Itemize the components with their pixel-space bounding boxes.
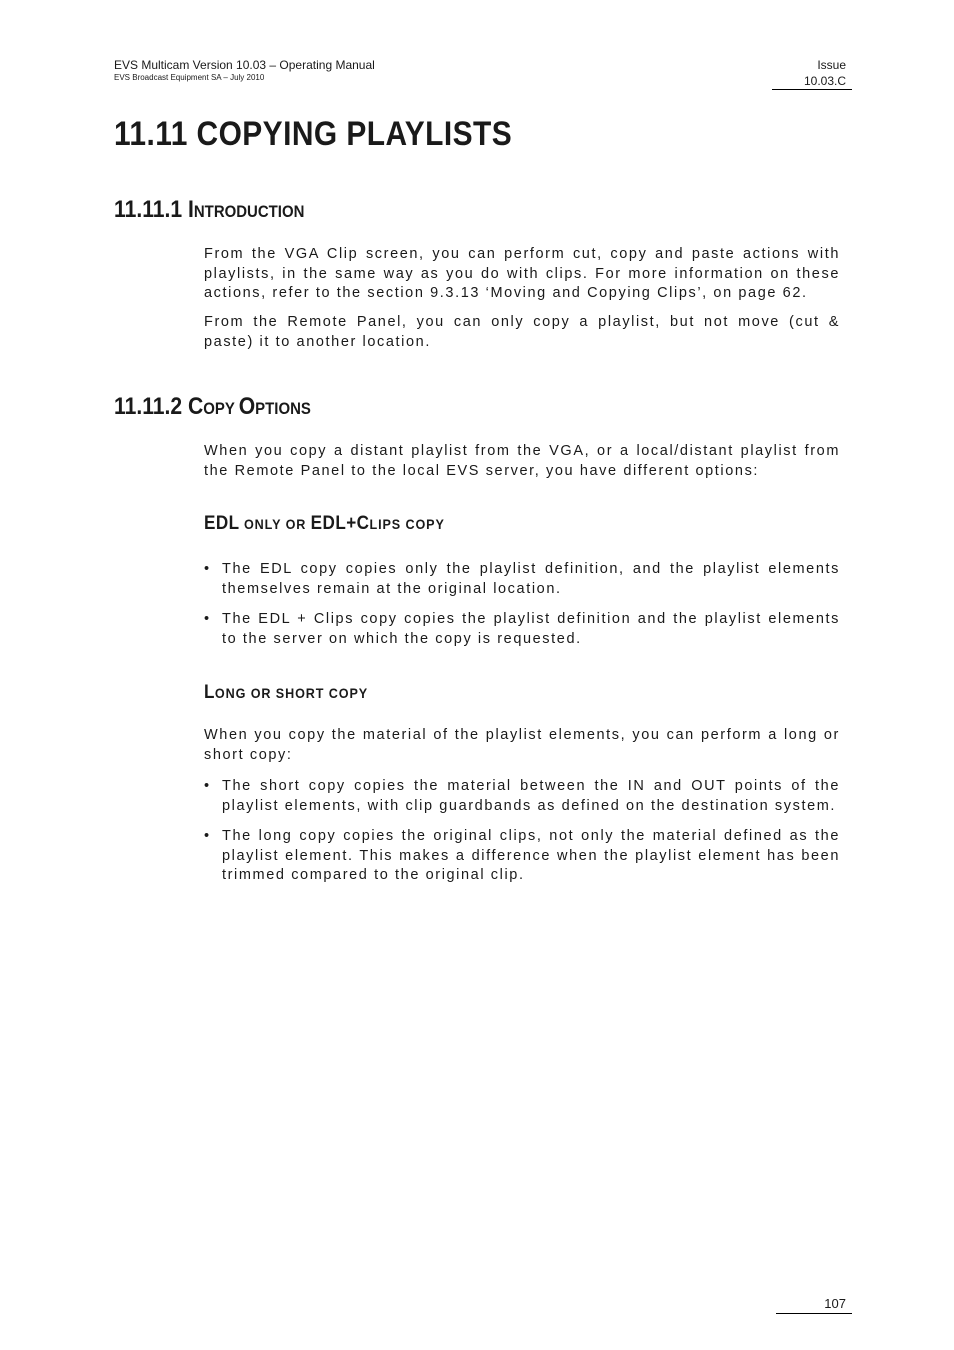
header-subtitle: EVS Broadcast Equipment SA – July 2010 — [114, 73, 265, 82]
subheading-long-short-copy — [204, 682, 368, 704]
heading-smallcaps: OPY — [203, 399, 239, 418]
issue-box — [772, 58, 852, 90]
list-item-text: The long copy copies the original clips, not only the material defined as the playlist element. This makes a difference when the playlist element has been trimmed compared to the original clip. — [222, 828, 840, 883]
heading-part: EDL+C — [310, 513, 370, 534]
heading-cap: C — [188, 393, 204, 420]
section-heading-copy-options — [114, 393, 311, 423]
intro-paragraph-2: From the Remote Panel, you can only copy a playlist, but not move (cut & paste) it to another location. — [204, 314, 840, 350]
heading-smallcaps: ONG OR SHORT COPY — [214, 685, 369, 701]
heading-cap: I — [188, 196, 194, 223]
issue-label: Issue — [817, 58, 846, 72]
page-number: 107 — [776, 1296, 852, 1314]
page-header — [114, 58, 375, 83]
list-item — [204, 777, 840, 816]
issue-value: 10.03.C — [772, 74, 852, 90]
heading-smallcaps: ONLY OR — [239, 516, 311, 532]
list-item-text: The short copy copies the material between the IN and OUT points of the playlist elements, with clip guardbands as defined on the destination system. — [222, 778, 840, 814]
list-item — [204, 827, 840, 886]
intro-paragraph-1: From the VGA Clip screen, you can perform cut, copy and paste actions with playlists, in the same way as you do with clips. For more information on these actions, refer to the section 9.3.13 ‘Moving and Copying Clips’, on page 62. — [204, 246, 840, 301]
bullet-icon: • — [204, 778, 211, 794]
header-title: EVS Multicam Version 10.03 – Operating Manual — [114, 58, 375, 72]
heading-cap: L — [204, 682, 215, 703]
heading-smallcaps: LIPS COPY — [369, 516, 445, 532]
bullet-icon: • — [204, 828, 211, 844]
list-item — [204, 610, 840, 649]
section-number: 11.11.2 — [114, 393, 189, 420]
copy-options-paragraph: When you copy a distant playlist from the VGA, or a local/distant playlist from the Remote Panel to the local EVS server, you have different options: — [204, 443, 840, 479]
section-heading-introduction — [114, 196, 304, 226]
heading-smallcaps: PTIONS — [255, 399, 311, 418]
page-footer — [776, 1296, 852, 1314]
bullet-icon: • — [204, 611, 211, 627]
bullet-icon: • — [204, 561, 211, 577]
long-short-paragraph: When you copy the material of the playlist elements, you can perform a long or short copy: — [204, 727, 840, 763]
list-item-text: The EDL + Clips copy copies the playlist definition and the playlist elements to the server on which the copy is requested. — [222, 611, 840, 647]
subheading-edl-copy — [204, 513, 445, 535]
heading-cap: O — [238, 393, 256, 420]
list-item-text: The EDL copy copies only the playlist definition, and the playlist elements themselves remain at the original location. — [222, 561, 840, 597]
heading-part: EDL — [204, 513, 240, 534]
list-item — [204, 560, 840, 599]
section-number: 11.11.1 — [114, 196, 189, 223]
chapter-heading: 11.11 COPYING PLAYLISTS — [114, 115, 513, 153]
heading-smallcaps: NTRODUCTION — [193, 202, 305, 221]
